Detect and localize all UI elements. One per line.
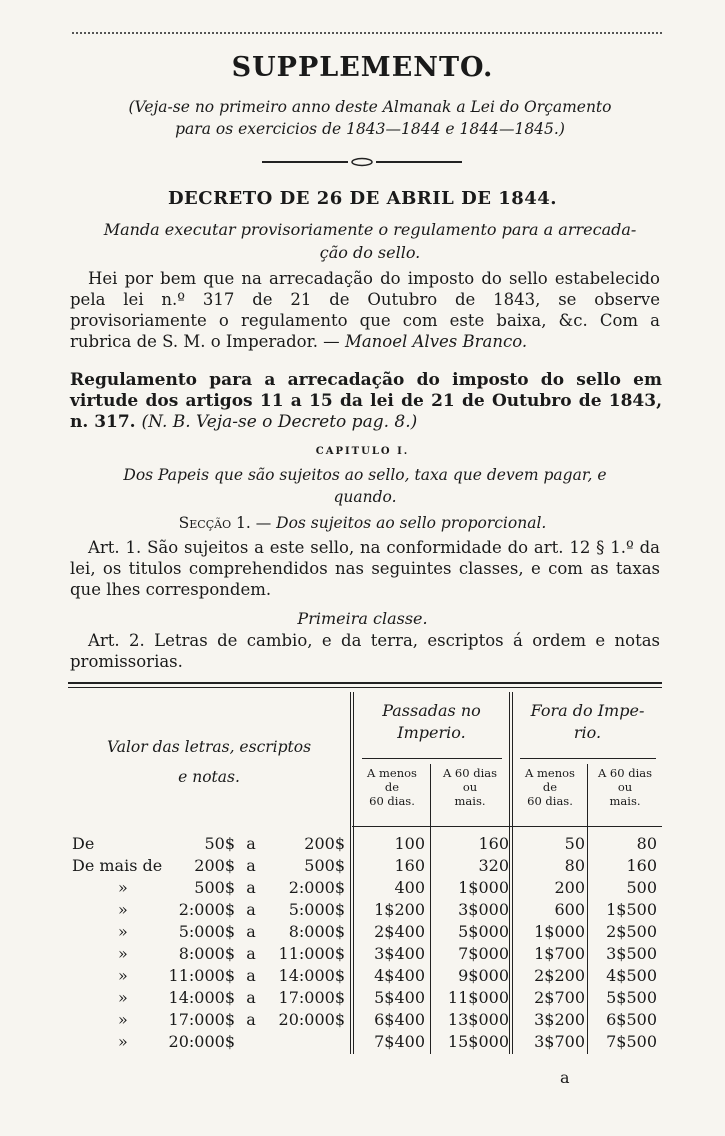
regulation-note: (N. B. Veja-se o Decreto pag. 8.)	[141, 412, 418, 432]
row-fora-more: 6$500	[606, 1010, 657, 1029]
table-sub-fora-less	[513, 766, 587, 808]
row-a: a	[246, 878, 256, 897]
row-prefix: »	[118, 966, 128, 985]
table-row	[0, 1010, 725, 1032]
sub-label-line: 60 dias.	[369, 794, 415, 808]
row-fora-less: 600	[554, 900, 585, 919]
sub-label-line: A 60 dias	[442, 766, 498, 780]
row-a: a	[246, 900, 256, 919]
table-header-bottom-rule	[352, 826, 662, 827]
article-1	[70, 537, 660, 600]
sub-label-line: 60 dias.	[527, 794, 573, 808]
row-prefix: »	[118, 988, 128, 1007]
article-2-text: Art. 2. Letras de cambio, e da terra, escriptos á ordem e notas promissorias.	[70, 631, 660, 671]
row-imperio-less: 5$400	[374, 988, 425, 1007]
row-prefix: »	[118, 922, 128, 941]
table-header-value-line-2: e notas.	[178, 768, 240, 786]
article-2	[70, 630, 660, 672]
section-title: Dos sujeitos ao sello proporcional.	[276, 514, 547, 532]
row-to: 20:000$	[278, 1010, 345, 1029]
row-fora-less: 1$000	[534, 922, 585, 941]
table-sub-fora-more	[588, 766, 662, 808]
regulation-heading	[70, 370, 662, 433]
table-row	[0, 944, 725, 966]
row-imperio-less: 1$200	[374, 900, 425, 919]
decree-summary-line-2: ção do sello.	[319, 243, 421, 262]
table-row	[0, 878, 725, 900]
row-fora-less: 2$700	[534, 988, 585, 1007]
decree-signatory: Manoel Alves Branco.	[344, 332, 528, 351]
row-fora-less: 2$200	[534, 966, 585, 985]
row-imperio-more: 320	[478, 856, 509, 875]
subtitle-line-2: para os exercicios de 1843—1844 e 1844—1845.)	[175, 120, 565, 138]
row-imperio-more: 160	[478, 834, 509, 853]
sub-label-line: A menos	[367, 766, 417, 780]
sub-label-line: ou	[462, 780, 478, 794]
table-group-imperio-line-2: Imperio.	[397, 723, 466, 742]
row-to: 11:000$	[278, 944, 345, 963]
table-group-imperio	[354, 700, 509, 744]
page-number: a	[560, 1068, 570, 1087]
row-a: a	[246, 966, 256, 985]
row-fora-less: 3$700	[534, 1032, 585, 1051]
decree-title: DECRETO DE 26 DE ABRIL DE 1844.	[167, 188, 558, 209]
row-fora-more: 5$500	[606, 988, 657, 1007]
row-imperio-more: 9$000	[458, 966, 509, 985]
row-fora-less: 200	[554, 878, 585, 897]
chapter-subtitle-line-2: quando.	[333, 488, 397, 506]
article-1-text: Art. 1. São sujeitos a este sello, na conformidade do art. 12 § 1.º da lei, os titulos comprehendidos nas seguintes classes, e com as taxas que lhes correspondem.	[70, 538, 660, 599]
row-fora-more: 3$500	[606, 944, 657, 963]
row-imperio-more: 7$000	[458, 944, 509, 963]
row-from: 8:000$	[178, 944, 235, 963]
sub-label-line: A menos	[525, 766, 575, 780]
section-heading	[0, 514, 725, 532]
row-imperio-less: 160	[394, 856, 425, 875]
sub-label-line: de	[542, 780, 558, 794]
row-prefix: »	[118, 1032, 128, 1051]
table-sub-imperio-less	[354, 766, 430, 808]
row-from: 5:000$	[178, 922, 235, 941]
table-row	[0, 900, 725, 922]
row-a: a	[246, 988, 256, 1007]
regulation-heading-text: Regulamento para a arrecadação do imposto do sello em virtude dos artigos 11 a 15 da lei de 21 de Outubro de 1843, n. 317.	[70, 370, 662, 432]
table-sub-imperio-more	[431, 766, 509, 808]
row-fora-less: 80	[564, 856, 585, 875]
subtitle-line-1: (Veja-se no primeiro anno deste Almanak a Lei do Orçamento	[128, 98, 612, 116]
sub-label-line: mais.	[454, 794, 486, 808]
row-a: a	[246, 1010, 256, 1029]
row-fora-more: 500	[626, 878, 657, 897]
top-dotted-rule	[72, 32, 662, 34]
table-group-underline	[362, 758, 502, 759]
decree-summary	[70, 218, 670, 264]
row-to: 5:000$	[288, 900, 345, 919]
row-fora-more: 2$500	[606, 922, 657, 941]
table-header-value-line-1: Valor das letras, escriptos	[106, 738, 312, 756]
row-from: 200$	[194, 856, 235, 875]
sub-label-line: de	[384, 780, 400, 794]
table-row	[0, 1032, 725, 1054]
row-imperio-less: 2$400	[374, 922, 425, 941]
chapter-subtitle	[70, 464, 660, 508]
row-a: a	[246, 856, 256, 875]
row-fora-less: 50	[564, 834, 585, 853]
row-prefix: De	[72, 834, 95, 853]
class-heading: Primeira classe.	[297, 609, 428, 628]
row-from: 500$	[194, 878, 235, 897]
sub-label-line: ou	[617, 780, 633, 794]
row-to: 200$	[304, 834, 345, 853]
row-prefix: »	[118, 1010, 128, 1029]
row-a: a	[246, 834, 256, 853]
sub-label-line: mais.	[609, 794, 641, 808]
row-prefix: »	[118, 900, 128, 919]
row-prefix: De mais de	[72, 856, 163, 875]
row-imperio-less: 400	[394, 878, 425, 897]
row-imperio-less: 4$400	[374, 966, 425, 985]
row-from: 17:000$	[168, 1010, 235, 1029]
table-top-rule	[68, 682, 662, 684]
table-group-fora-line-1: Fora do Impe-	[530, 701, 645, 720]
decree-summary-line-1: Manda executar provisoriamente o regulamento para a arrecada-	[103, 220, 637, 239]
ornament-divider	[262, 155, 462, 169]
row-prefix: »	[118, 878, 128, 897]
table-header-value	[75, 732, 343, 792]
row-from: 14:000$	[168, 988, 235, 1007]
table-row	[0, 966, 725, 988]
row-to: 500$	[304, 856, 345, 875]
row-from: 20:000$	[168, 1032, 235, 1051]
row-to: 2:000$	[288, 878, 345, 897]
row-imperio-more: 11$000	[447, 988, 509, 1007]
sub-label-line: A 60 dias	[597, 766, 653, 780]
chapter-title: CAPITULO I.	[315, 446, 410, 457]
row-a: a	[246, 944, 256, 963]
section-label: Secção 1.	[178, 514, 251, 532]
row-imperio-more: 15$000	[447, 1032, 509, 1051]
row-from: 50$	[204, 834, 235, 853]
row-imperio-less: 3$400	[374, 944, 425, 963]
row-imperio-more: 1$000	[458, 878, 509, 897]
page-title: SUPPLEMENTO.	[231, 52, 494, 83]
row-imperio-more: 3$000	[458, 900, 509, 919]
row-fora-less: 3$200	[534, 1010, 585, 1029]
row-fora-more: 4$500	[606, 966, 657, 985]
row-imperio-less: 100	[394, 834, 425, 853]
row-prefix: »	[118, 944, 128, 963]
table-group-underline	[520, 758, 656, 759]
row-fora-more: 80	[636, 834, 657, 853]
table-group-fora	[513, 700, 662, 744]
table-group-fora-line-2: rio.	[573, 723, 602, 742]
row-imperio-more: 13$000	[447, 1010, 509, 1029]
row-from: 11:000$	[168, 966, 235, 985]
row-fora-more: 160	[626, 856, 657, 875]
row-to: 8:000$	[288, 922, 345, 941]
table-row	[0, 988, 725, 1010]
row-a: a	[246, 922, 256, 941]
section-dash: —	[250, 514, 277, 532]
row-fora-less: 1$700	[534, 944, 585, 963]
table-row	[0, 856, 725, 878]
row-imperio-more: 5$000	[458, 922, 509, 941]
row-fora-more: 7$500	[606, 1032, 657, 1051]
table-row	[0, 834, 725, 856]
decree-paragraph	[70, 268, 660, 352]
table-group-imperio-line-1: Passadas no	[382, 701, 481, 720]
row-fora-more: 1$500	[606, 900, 657, 919]
chapter-subtitle-line-1: Dos Papeis que são sujeitos ao sello, taxa que devem pagar, e	[123, 466, 607, 484]
table-row	[0, 922, 725, 944]
row-to: 17:000$	[278, 988, 345, 1007]
decree-paragraph-text: Hei por bem que na arrecadação do imposto do sello estabelecido pela lei n.º 317 de 21 de Outubro de 1843, se observe provisoriamente o regulamento que com este baixa, &c. Com a rubrica de S. M. o Imperador. —	[70, 269, 660, 351]
row-from: 2:000$	[178, 900, 235, 919]
subtitle	[70, 96, 670, 140]
table-top-rule-thin	[68, 687, 662, 688]
row-imperio-less: 7$400	[374, 1032, 425, 1051]
row-to: 14:000$	[278, 966, 345, 985]
row-imperio-less: 6$400	[374, 1010, 425, 1029]
